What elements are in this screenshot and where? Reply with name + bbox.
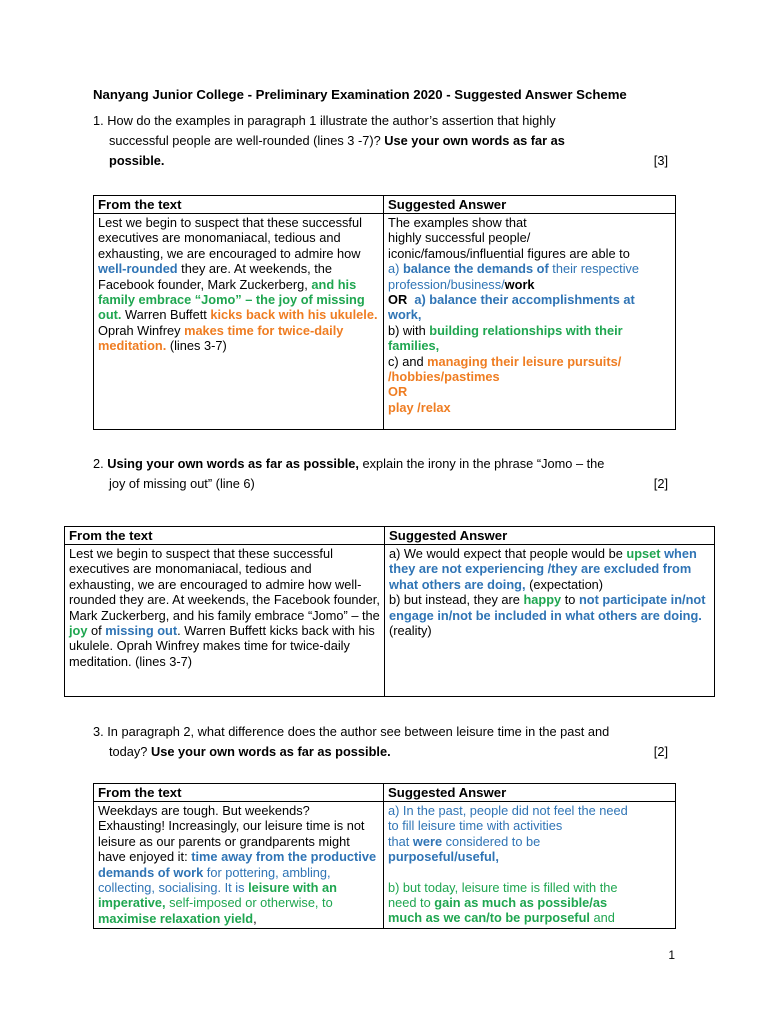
column-header-suggested-answer: Suggested Answer	[385, 527, 715, 545]
source-text-cell: Weekdays are tough. But weekends? Exhausting! Increasingly, our leisure time is not leisure as our parents or grandparents might have enjoyed it: time away from the productive demands of work for pottering, ambling, collecting, socialising. It is leisure with an imperative, self-imposed or otherwise, to maximise relaxation yield,	[94, 802, 384, 929]
source-text-cell: Lest we begin to suspect that these successful executives are monomaniacal, tedious and exhausting, we are encouraged to admire how well-rounded they are. At weekends, the Facebook founder, Mark Zuckerberg, and his family embrace “Jomo” – the joy of missing out. Warren Buffett kicks back with his ukulele. Oprah Winfrey makes time for twice-daily meditation. (lines 3-7)	[65, 545, 385, 697]
answer-table-3	[93, 783, 676, 929]
question-marks: [3]	[653, 153, 668, 168]
question-number: 1.	[93, 113, 104, 128]
page-title: Nanyang Junior College - Preliminary Examination 2020 - Suggested Answer Scheme	[93, 87, 627, 102]
question-text: joy of missing out” (line 6)	[109, 476, 255, 491]
question-marks: [2]	[653, 744, 668, 759]
page-number: 1	[668, 948, 675, 962]
question-instruction: Use your own words as far as possible.	[150, 744, 391, 759]
answer-table-1	[93, 195, 676, 430]
question-text: successful people are well-rounded (lines 3 -7)?	[109, 133, 385, 148]
question-2	[93, 456, 668, 496]
question-text: How do the examples in paragraph 1 illustrate the author’s assertion that highly	[107, 113, 556, 128]
question-instruction: Use your own words as far as	[384, 133, 565, 148]
question-3	[93, 724, 668, 764]
question-marks: [2]	[653, 476, 668, 491]
question-instruction: Using your own words as far as possible,	[107, 456, 359, 471]
column-header-from-text: From the text	[65, 527, 385, 545]
source-text-cell: Lest we begin to suspect that these successful executives are monomaniacal, tedious and exhausting, we are encouraged to admire how well-rounded they are. At weekends, the Facebook founder, Mark Zuckerberg, and his family embrace “Jomo” – the joy of missing out. Warren Buffett kicks back with his ukulele. Oprah Winfrey makes time for twice-daily meditation. (lines 3-7)	[94, 214, 384, 430]
column-header-suggested-answer: Suggested Answer	[384, 196, 676, 214]
suggested-answer-cell: a) We would expect that people would be upset when they are not experiencing /they are excluded from what others are doing, (expectation) b) but instead, they are happy to not participate in/not engage in/not be included in what others are doing. (reality)	[385, 545, 715, 697]
question-instruction: possible.	[109, 153, 165, 168]
question-text: In paragraph 2, what difference does the author see between leisure time in the past and	[107, 724, 610, 739]
column-header-suggested-answer: Suggested Answer	[384, 784, 676, 802]
question-text: explain the irony in the phrase “Jomo – the	[358, 456, 605, 471]
column-header-from-text: From the text	[94, 196, 384, 214]
answer-table-2	[64, 526, 715, 697]
question-text: today?	[109, 744, 151, 759]
question-1	[93, 113, 668, 173]
question-number: 2.	[93, 456, 104, 471]
column-header-from-text: From the text	[94, 784, 384, 802]
question-number: 3.	[93, 724, 104, 739]
suggested-answer-cell: The examples show that highly successful people/ iconic/famous/influential figures are able to a) balance the demands of their respective profession/business/work OR a) balance their accomplishments at work, b) with building relationships with their families, c) and managing their leisure pursuits/ /hobbies/pastimes OR play /relax	[384, 214, 676, 430]
suggested-answer-cell: a) In the past, people did not feel the need to fill leisure time with activities that were considered to be purposeful/useful, b) but today, leisure time is filled with the need to gain as much as possible/as much as we can/to be purposeful and	[384, 802, 676, 929]
